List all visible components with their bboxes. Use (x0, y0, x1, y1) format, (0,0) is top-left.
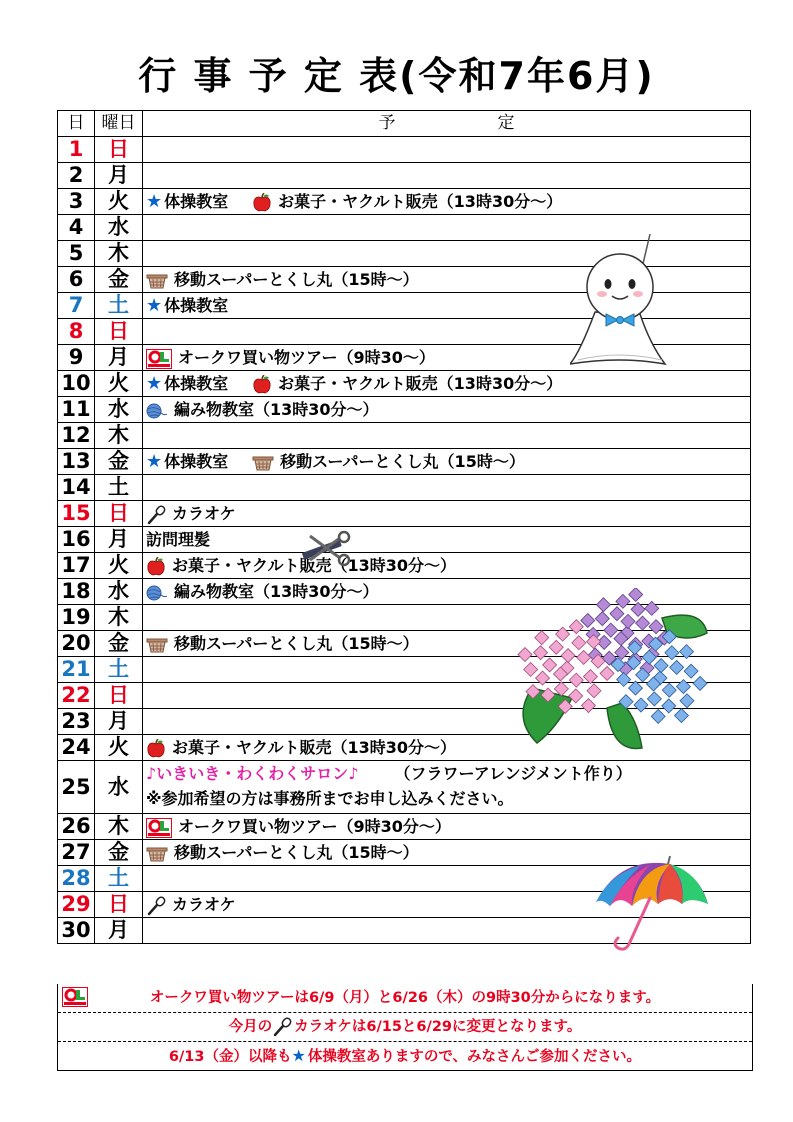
day-number: 1 (58, 137, 95, 163)
weekday: 日 (95, 892, 143, 918)
notice-text: 体操教室ありますので、みなさんご参加ください。 (307, 1049, 642, 1065)
scissors-comb-icon (296, 528, 356, 568)
weekday: 木 (95, 605, 143, 631)
day-number: 18 (58, 579, 95, 605)
page-title: 行 事 予 定 表(令和7年6月) (138, 54, 655, 98)
day-number: 12 (58, 423, 95, 449)
event-cell (143, 163, 751, 189)
yarn-icon (146, 584, 168, 602)
event-cell (143, 553, 751, 579)
event-cell (143, 189, 751, 215)
basket-icon (252, 454, 274, 471)
okuwa-logo-icon (146, 818, 172, 838)
weekday: 木 (95, 423, 143, 449)
star-icon: ★ (146, 295, 163, 316)
day-number: 21 (58, 657, 95, 683)
header-schedule: 予 定 (143, 111, 751, 137)
weekday: 日 (95, 137, 143, 163)
day-number: 19 (58, 605, 95, 631)
weekday: 水 (95, 215, 143, 241)
weekday: 月 (95, 527, 143, 553)
event-text: 体操教室 (164, 192, 229, 211)
day-number: 13 (58, 449, 95, 475)
weekday: 水 (95, 397, 143, 423)
table-row (58, 449, 751, 475)
weekday: 水 (95, 761, 143, 814)
day-number: 17 (58, 553, 95, 579)
event-text: 編み物教室（13時30分～） (174, 400, 379, 419)
notice-text: オークワ買い物ツアーは6/9（月）と6/26（木）の9時30分からになります。 (149, 990, 661, 1006)
event-cell (143, 814, 751, 840)
weekday: 水 (95, 579, 143, 605)
weekday: 土 (95, 657, 143, 683)
day-number: 25 (58, 761, 95, 814)
event-text: 移動スーパーとくし丸（15時～） (174, 843, 419, 862)
event-cell (143, 137, 751, 163)
day-number: 30 (58, 918, 95, 944)
event-text: 体操教室 (164, 374, 229, 393)
salon-detail: （フラワーアレンジメント作り） (394, 764, 632, 783)
weekday: 金 (95, 840, 143, 866)
event-text: オークワ買い物ツアー（9時30～） (178, 348, 435, 367)
notice-box (57, 984, 753, 1071)
salon-note: ※参加希望の方は事務所までお申し込みください。 (146, 789, 514, 808)
notice-line (58, 1012, 752, 1041)
notice-prefix: 6/13（金）以降も (168, 1049, 292, 1065)
table-row (58, 189, 751, 215)
event-text: 体操教室 (164, 452, 229, 471)
microphone-icon (146, 896, 166, 916)
event-cell (143, 423, 751, 449)
event-text: 移動スーパーとくし丸（15時～） (174, 270, 419, 289)
star-icon: ★ (291, 1046, 306, 1065)
event-text: 移動スーパーとくし丸（15時～） (280, 452, 525, 471)
weekday: 金 (95, 631, 143, 657)
event-cell (143, 449, 751, 475)
weekday: 土 (95, 866, 143, 892)
day-number: 3 (58, 189, 95, 215)
table-row (58, 163, 751, 189)
microphone-icon (146, 505, 166, 525)
event-cell (143, 475, 751, 501)
apple-icon (146, 557, 166, 576)
basket-icon (146, 272, 168, 289)
table-row (58, 814, 751, 840)
event-text: カラオケ (172, 895, 236, 914)
table-row (58, 371, 751, 397)
table-row (58, 761, 751, 814)
weekday: 金 (95, 449, 143, 475)
day-number: 4 (58, 215, 95, 241)
weekday: 金 (95, 267, 143, 293)
star-icon: ★ (146, 373, 163, 394)
basket-icon (146, 845, 168, 862)
apple-icon (146, 739, 166, 758)
event-cell (143, 527, 751, 553)
notice-prefix: 今月の (228, 1019, 273, 1035)
day-number: 22 (58, 683, 95, 709)
notice-line (58, 1041, 752, 1070)
table-row (58, 527, 751, 553)
day-number: 8 (58, 319, 95, 345)
weekday: 火 (95, 189, 143, 215)
day-number: 9 (58, 345, 95, 371)
event-text: 編み物教室（13時30分～） (174, 582, 379, 601)
weekday: 日 (95, 501, 143, 527)
day-number: 7 (58, 293, 95, 319)
event-text: お菓子・ヤクルト販売（13時30分～） (278, 192, 563, 211)
weekday: 月 (95, 709, 143, 735)
header-weekday: 曜日 (95, 111, 143, 137)
salon-title: ♪いきいき・わくわくサロン♪ (146, 764, 359, 783)
event-text: オークワ買い物ツアー（9時30分～） (178, 817, 451, 836)
apple-icon (252, 375, 272, 394)
weekday: 木 (95, 814, 143, 840)
event-cell (143, 397, 751, 423)
table-row (58, 137, 751, 163)
event-cell (143, 371, 751, 397)
day-number: 5 (58, 241, 95, 267)
day-number: 28 (58, 866, 95, 892)
event-text: お菓子・ヤクルト販売（13時30分～） (172, 556, 457, 575)
table-row (58, 397, 751, 423)
star-icon: ★ (146, 191, 163, 212)
day-number: 20 (58, 631, 95, 657)
notice-line (58, 984, 752, 1012)
day-number: 26 (58, 814, 95, 840)
weekday: 月 (95, 918, 143, 944)
table-row (58, 501, 751, 527)
notice-text: カラオケは6/15と6/29に変更となります。 (294, 1019, 582, 1035)
day-number: 14 (58, 475, 95, 501)
event-cell (143, 761, 751, 814)
apple-icon (252, 193, 272, 212)
event-text: 体操教室 (164, 296, 229, 315)
day-number: 10 (58, 371, 95, 397)
weekday: 日 (95, 683, 143, 709)
day-number: 24 (58, 735, 95, 761)
header-day: 日 (58, 111, 95, 137)
day-number: 23 (58, 709, 95, 735)
weekday: 土 (95, 475, 143, 501)
table-row (58, 475, 751, 501)
table-header (58, 111, 751, 137)
day-number: 2 (58, 163, 95, 189)
event-text: 移動スーパーとくし丸（15時～） (174, 634, 419, 653)
weekday: 土 (95, 293, 143, 319)
day-number: 11 (58, 397, 95, 423)
day-number: 27 (58, 840, 95, 866)
okuwa-logo-icon (62, 987, 88, 1007)
umbrella-illustration (590, 854, 710, 964)
weekday: 木 (95, 241, 143, 267)
weekday: 火 (95, 735, 143, 761)
weekday: 月 (95, 345, 143, 371)
table-row (58, 423, 751, 449)
hydrangea-illustration (512, 588, 712, 758)
weekday: 月 (95, 163, 143, 189)
event-text: お菓子・ヤクルト販売（13時30分～） (172, 738, 457, 757)
event-text: お菓子・ヤクルト販売（13時30分～） (278, 374, 563, 393)
yarn-icon (146, 402, 168, 420)
event-text: カラオケ (172, 504, 236, 523)
microphone-icon (272, 1017, 292, 1037)
okuwa-logo-icon (146, 349, 172, 369)
table-row (58, 553, 751, 579)
weekday: 日 (95, 319, 143, 345)
weekday: 火 (95, 371, 143, 397)
day-number: 15 (58, 501, 95, 527)
day-number: 16 (58, 527, 95, 553)
event-cell (143, 501, 751, 527)
day-number: 29 (58, 892, 95, 918)
weekday: 火 (95, 553, 143, 579)
event-text: 訪問理髪 (146, 530, 211, 549)
star-icon: ★ (146, 451, 163, 472)
teru-teru-bozu-illustration (570, 232, 670, 372)
day-number: 6 (58, 267, 95, 293)
basket-icon (146, 636, 168, 653)
